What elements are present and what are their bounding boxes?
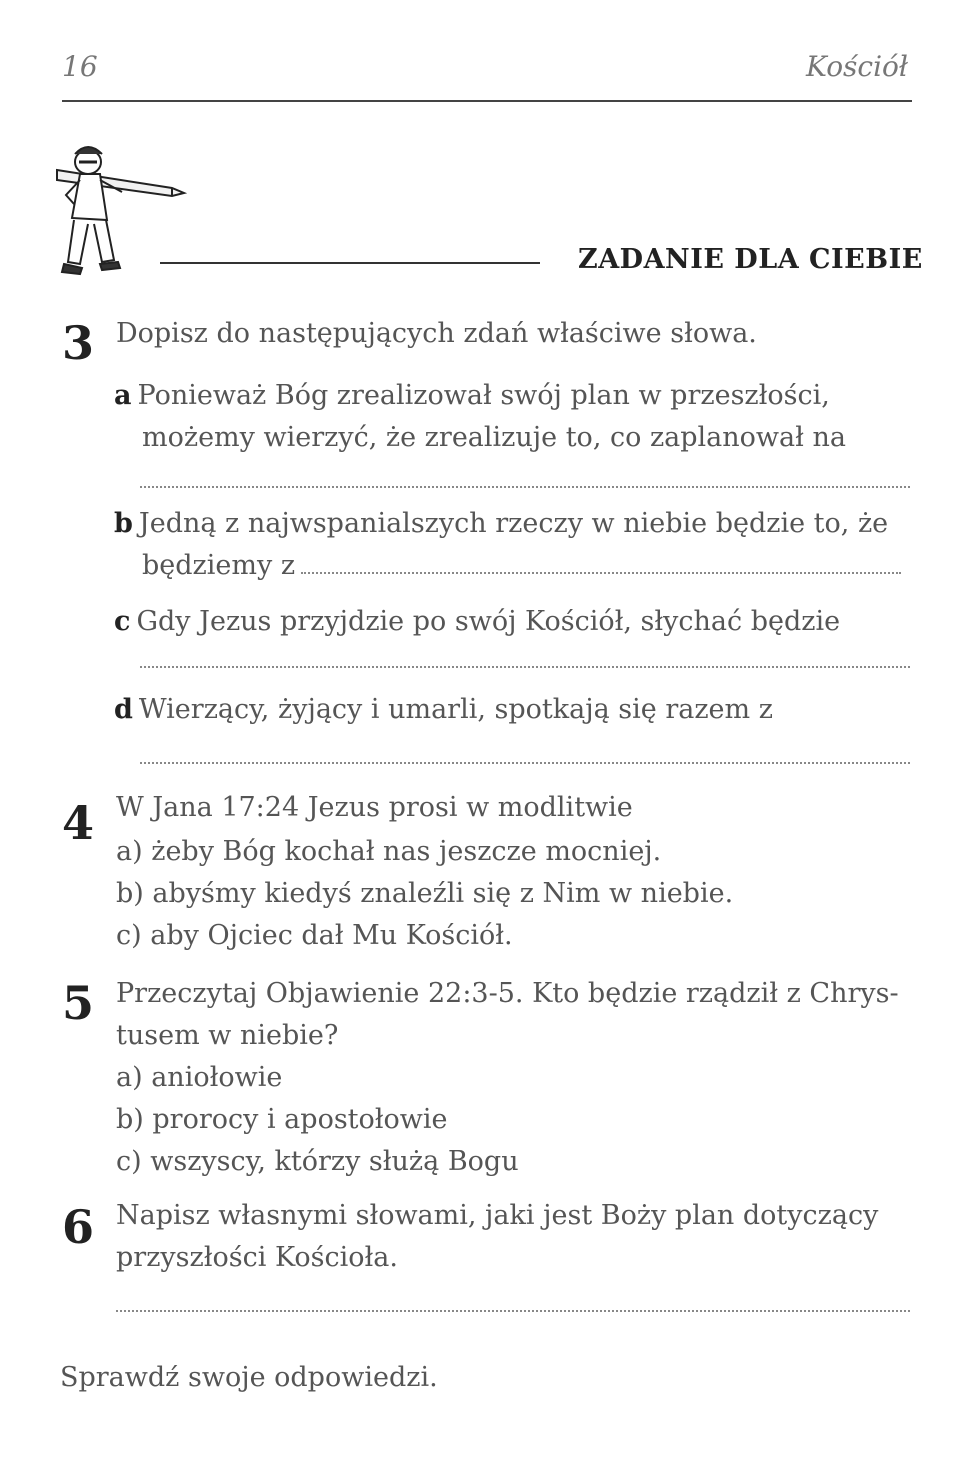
check-answers-note: Sprawdź swoje odpowiedzi. <box>60 1362 438 1393</box>
q3-a-label: a <box>114 380 132 411</box>
q6-answer-line[interactable] <box>116 1310 910 1312</box>
q5-option-b[interactable]: b) prorocy i apostołowie <box>116 1104 448 1135</box>
running-head <box>62 50 908 90</box>
q4-option-c[interactable]: c) aby Ojciec dał Mu Kościół. <box>116 920 513 951</box>
task-header-rule <box>160 262 540 264</box>
section-title: Kościół <box>806 50 908 83</box>
q3-c-line1 <box>114 606 840 638</box>
q3-d-answer-line[interactable] <box>140 762 910 764</box>
q3-d-line1 <box>114 694 773 726</box>
q3-a-line2: możemy wierzyć, że zrealizuje to, co zaplanował na <box>142 422 846 453</box>
q5-option-a[interactable]: a) aniołowie <box>116 1062 283 1093</box>
q3-c-answer-line[interactable] <box>140 666 910 668</box>
question-6-line2: przyszłości Kościoła. <box>116 1242 398 1273</box>
q3-a-text1: Ponieważ Bóg zrealizował swój plan w przeszłości, <box>137 380 830 411</box>
q3-a-line1 <box>114 380 830 412</box>
header-rule <box>62 100 912 102</box>
page-number: 16 <box>62 50 98 83</box>
question-6-number: 6 <box>62 1200 95 1254</box>
boy-with-pencil-illustration <box>52 140 192 290</box>
q4-option-b[interactable]: b) abyśmy kiedyś znaleźli się z Nim w niebie. <box>116 878 734 909</box>
question-4-number: 4 <box>62 796 95 850</box>
question-3-number: 3 <box>62 316 95 370</box>
q3-b-label: b <box>114 508 133 539</box>
q5-option-c[interactable]: c) wszyscy, którzy służą Bogu <box>116 1146 519 1177</box>
q3-b-answer-line[interactable] <box>301 572 901 574</box>
q3-a-answer-line[interactable] <box>140 486 910 488</box>
q3-b-line2 <box>142 550 901 582</box>
task-header: ZADANIE DLA CIEBIE <box>578 244 923 275</box>
question-5-line1: Przeczytaj Objawienie 22:3-5. Kto będzie rządził z Chrys- <box>116 978 899 1009</box>
question-3-prompt: Dopisz do następujących zdań właściwe słowa. <box>116 318 757 349</box>
q3-b-line1 <box>114 508 888 540</box>
question-5-line2: tusem w niebie? <box>116 1020 339 1051</box>
q3-c-label: c <box>114 606 131 637</box>
q3-d-label: d <box>114 694 133 725</box>
q4-option-a[interactable]: a) żeby Bóg kochał nas jeszcze mocniej. <box>116 836 662 867</box>
q3-c-text1: Gdy Jezus przyjdzie po swój Kościół, słychać będzie <box>136 606 841 637</box>
q3-d-text1: Wierzący, żyjący i umarli, spotkają się razem z <box>138 694 773 725</box>
q3-b-text2: będziemy z <box>142 550 296 581</box>
q3-b-text1: Jedną z najwspanialszych rzeczy w niebie będzie to, że <box>138 508 889 539</box>
question-4-prompt: W Jana 17:24 Jezus prosi w modlitwie <box>116 792 633 823</box>
question-5-number: 5 <box>62 976 95 1030</box>
question-6-line1: Napisz własnymi słowami, jaki jest Boży plan dotyczący <box>116 1200 879 1231</box>
